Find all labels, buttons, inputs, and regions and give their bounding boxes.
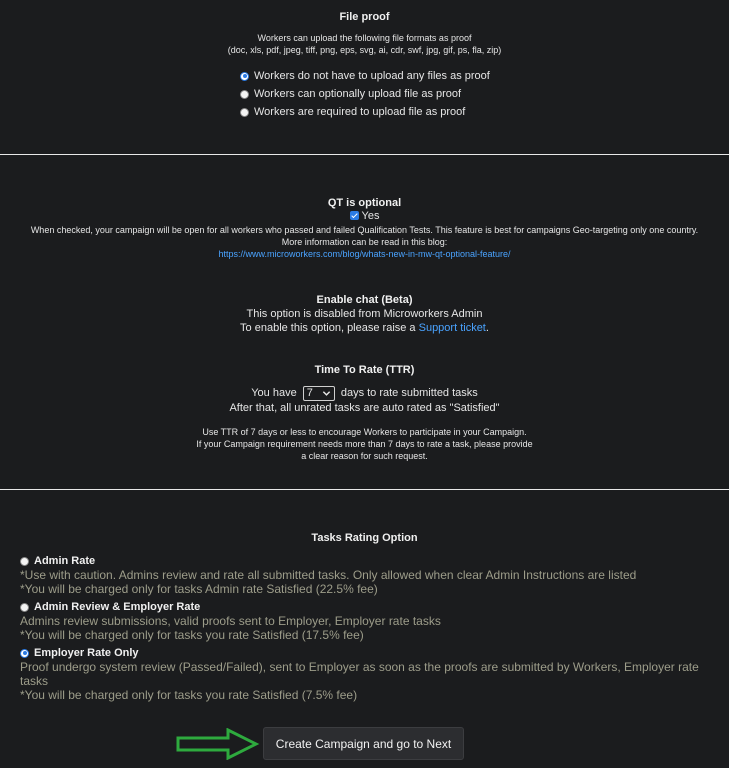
ttr-auto-rate-text: After that, all unrated tasks are auto rated as "Satisfied" bbox=[229, 402, 500, 414]
ttr-days-row bbox=[0, 385, 729, 401]
rating-option-fee: *You will be charged only for tasks Admin rate Satisfied (22.5% fee) bbox=[20, 582, 378, 596]
ttr-prefix: You have bbox=[251, 387, 297, 399]
rating-option-label: Admin Review & Employer Rate bbox=[34, 601, 201, 613]
file-proof-description bbox=[0, 32, 729, 56]
rating-option-admin-review[interactable] bbox=[20, 600, 720, 645]
qt-title: QT is optional bbox=[327, 197, 402, 209]
ttr-days-value: 7 bbox=[306, 387, 313, 400]
rating-radio-admin[interactable] bbox=[20, 557, 29, 566]
qt-optional-section bbox=[0, 196, 729, 260]
ttr-note-3: a clear reason for such request. bbox=[301, 451, 428, 461]
chat-enable-suffix: . bbox=[485, 322, 489, 334]
rating-radio-employer[interactable] bbox=[20, 649, 29, 658]
chat-enable-prefix: To enable this option, please raise a bbox=[240, 322, 419, 334]
rating-option-admin[interactable] bbox=[20, 554, 720, 599]
rating-options bbox=[20, 554, 720, 702]
file-proof-options bbox=[240, 67, 490, 121]
qt-blog-link[interactable]: https://www.microworkers.com/blog/whats-new-in-mw-qt-optional-feature/ bbox=[218, 249, 511, 259]
file-proof-radio-optional[interactable] bbox=[240, 90, 249, 99]
section-divider bbox=[0, 489, 729, 490]
chat-enable-hint bbox=[0, 321, 729, 335]
qt-checkbox-row[interactable] bbox=[0, 210, 729, 223]
qt-blog-intro: More information can be read in this blog: bbox=[281, 237, 448, 247]
qt-blog-row bbox=[0, 248, 729, 260]
rating-radio-admin-review[interactable] bbox=[20, 603, 29, 612]
rating-option-desc: Proof undergo system review (Passed/Failed), sent to Employer as soon as the proofs are submitted by Workers, Employer rate tasks bbox=[20, 660, 699, 688]
ttr-note-2: If your Campaign requirement needs more than 7 days to rate a task, please provide bbox=[196, 439, 533, 449]
ttr-title: Time To Rate (TTR) bbox=[314, 364, 415, 376]
qt-description: When checked, your campaign will be open for all workers who passed and failed Qualification Tests. This feature is best for campaigns Geo-targeting only one country. bbox=[30, 225, 699, 235]
file-proof-option-label: Workers can optionally upload file as proof bbox=[254, 88, 462, 100]
ttr-notes bbox=[0, 426, 729, 462]
file-proof-option-none[interactable] bbox=[240, 67, 490, 85]
rating-option-fee: *You will be charged only for tasks you rate Satisfied (7.5% fee) bbox=[20, 688, 358, 702]
chevron-down-icon bbox=[322, 389, 331, 398]
file-proof-option-required[interactable] bbox=[240, 103, 490, 121]
ttr-suffix: days to rate submitted tasks bbox=[340, 387, 478, 399]
rating-option-label: Admin Rate bbox=[34, 555, 96, 567]
rating-option-employer[interactable] bbox=[20, 646, 720, 702]
rating-option-label: Employer Rate Only bbox=[34, 647, 139, 659]
ttr-days-select[interactable] bbox=[303, 386, 335, 401]
rating-option-desc: *Use with caution. Admins review and rate all submitted tasks. Only allowed when clear Admin Instructions are listed bbox=[20, 568, 637, 582]
file-proof-title: File proof bbox=[339, 11, 390, 23]
chat-section bbox=[0, 293, 729, 335]
file-proof-radio-none[interactable] bbox=[240, 72, 249, 81]
create-campaign-button[interactable]: Create Campaign and go to Next bbox=[263, 727, 464, 760]
file-proof-section bbox=[0, 10, 729, 118]
ttr-section bbox=[0, 363, 729, 462]
file-proof-option-label: Workers do not have to upload any files as proof bbox=[254, 70, 490, 82]
file-proof-formats: (doc, xls, pdf, jpeg, tiff, png, eps, svg, ai, cdr, swf, jpg, gif, ps, fla, zip) bbox=[227, 45, 502, 55]
rating-title: Tasks Rating Option bbox=[311, 532, 418, 544]
chat-title: Enable chat (Beta) bbox=[316, 294, 413, 306]
chat-disabled-text: This option is disabled from Microworkers Admin bbox=[246, 308, 483, 320]
rating-option-fee: *You will be charged only for tasks you rate Satisfied (17.5% fee) bbox=[20, 628, 364, 642]
ttr-note-1: Use TTR of 7 days or less to encourage Workers to participate in your Campaign. bbox=[202, 427, 527, 437]
support-ticket-link[interactable]: Support ticket bbox=[418, 322, 486, 334]
rating-option-desc: Admins review submissions, valid proofs sent to Employer, Employer rate tasks bbox=[20, 614, 441, 628]
arrow-right-icon bbox=[176, 728, 260, 760]
qt-checkbox[interactable] bbox=[350, 211, 359, 220]
file-proof-radio-required[interactable] bbox=[240, 108, 249, 117]
file-proof-description-line1: Workers can upload the following file formats as proof bbox=[257, 33, 472, 43]
file-proof-option-label: Workers are required to upload file as proof bbox=[254, 106, 466, 118]
qt-checkbox-label: Yes bbox=[361, 210, 380, 222]
section-divider bbox=[0, 154, 729, 155]
file-proof-option-optional[interactable] bbox=[240, 85, 490, 103]
